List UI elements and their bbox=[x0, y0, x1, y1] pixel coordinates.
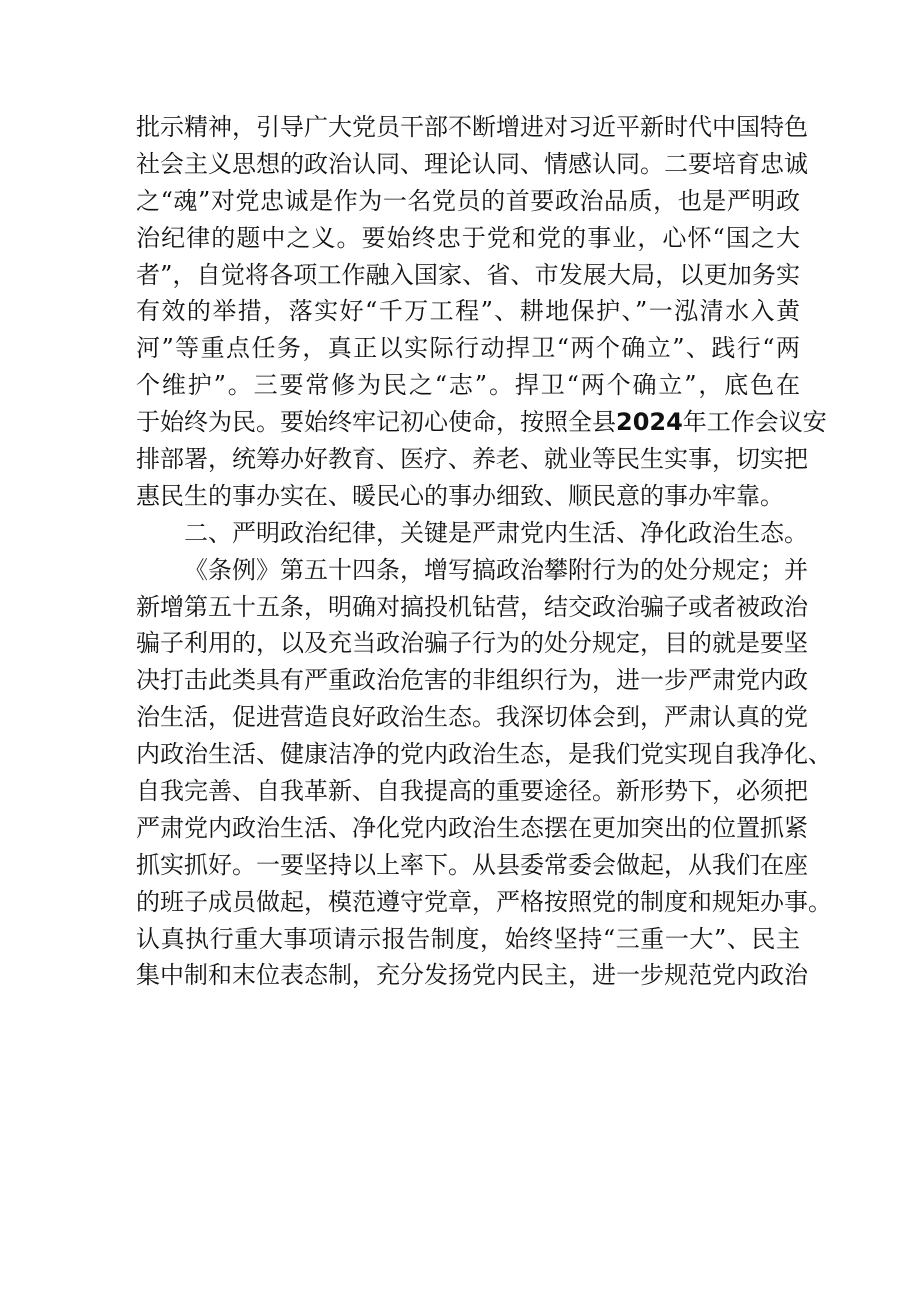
text-line: 之“魂”对党忠诚是作为一名党员的首要政治品质，也是严明政 bbox=[136, 186, 800, 215]
text-line: 认真执行重大事项请示报告制度，始终坚持“三重一大”、民主 bbox=[136, 924, 800, 953]
text-line: 新增第五十五条，明确对搞投机钻营，结交政治骗子或者被政治 bbox=[136, 592, 808, 621]
text-line: 个维护”。三要常修为民之“志”。捍卫“两个确立”，底色在 bbox=[136, 371, 800, 400]
section-heading: 二、严明政治纪律，关键是严肃党内生活、净化政治生态。 bbox=[184, 518, 808, 547]
document-body bbox=[136, 109, 832, 994]
text-line: 排部署，统筹办好教育、医疗、养老、就业等民生实事，切实把 bbox=[136, 445, 808, 474]
text-line: 河”等重点任务，真正以实际行动捍卫“两个确立”、践行“两 bbox=[136, 334, 800, 363]
text-line: 自我完善、自我革新、自我提高的重要途径。新形势下，必须把 bbox=[136, 777, 808, 806]
text-line: 治生活，促进营造良好政治生态。我深切体会到，严肃认真的党 bbox=[136, 703, 808, 732]
year-number: 2024 bbox=[616, 408, 683, 437]
text-line: 治纪律的题中之义。要始终忠于党和党的事业，心怀“国之大 bbox=[136, 223, 800, 252]
text-line: 惠民生的事办实在、暖民心的事办细致、顺民意的事办牢靠。 bbox=[136, 481, 784, 510]
text-line: 《条例》第五十四条，增写搞政治攀附行为的处分规定；并 bbox=[184, 555, 808, 584]
text-line-with-year bbox=[136, 404, 827, 441]
text-line: 严肃党内政治生活、净化党内政治生态摆在更加突出的位置抓紧 bbox=[136, 813, 808, 842]
text-segment: 于始终为民。要始终牢记初心使命，按照全县 bbox=[136, 408, 616, 437]
text-line: 社会主义思想的政治认同、理论认同、情感认同。二要培育忠诚 bbox=[136, 149, 808, 178]
text-line: 有效的举措，落实好“千万工程”、耕地保护、”一泓清水入黄 bbox=[136, 297, 800, 326]
text-line: 内政治生活、健康洁净的党内政治生态，是我们党实现自我净化、 bbox=[136, 740, 832, 769]
text-line: 集中制和末位表态制，充分发扬党内民主，进一步规范党内政治 bbox=[136, 961, 808, 990]
text-line: 抓实抓好。一要坚持以上率下。从县委常委会做起，从我们在座 bbox=[136, 850, 808, 879]
text-line: 者”，自觉将各项工作融入国家、省、市发展大局，以更加务实 bbox=[136, 260, 800, 289]
text-line: 批示精神，引导广大党员干部不断增进对习近平新时代中国特色 bbox=[136, 113, 808, 141]
text-line: 决打击此类具有严重政治危害的非组织行为，进一步严肃党内政 bbox=[136, 666, 808, 695]
text-line: 的班子成员做起，模范遵守党章，严格按照党的制度和规矩办事。 bbox=[136, 887, 832, 916]
text-segment: 年工作会议安 bbox=[682, 408, 827, 437]
text-line: 骗子利用的，以及充当政治骗子行为的处分规定，目的就是要坚 bbox=[136, 629, 808, 658]
